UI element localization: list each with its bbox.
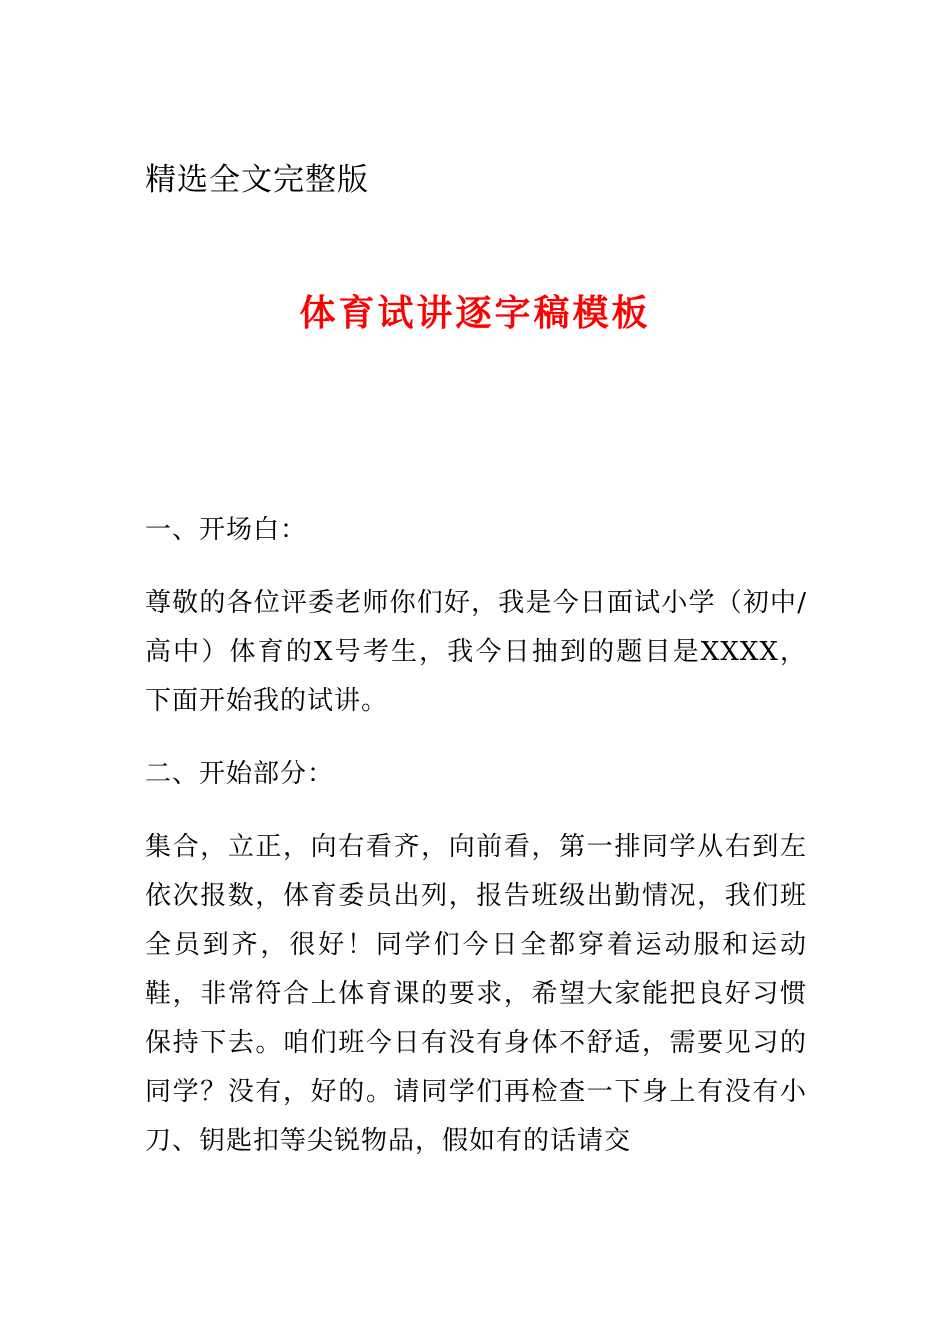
section-heading-beginning: 二、开始部分：: [145, 759, 335, 789]
spacer: [145, 555, 807, 579]
document-title: 体育试讲逐字稿模板: [299, 292, 651, 334]
spacer: [145, 799, 807, 823]
document-body: [145, 506, 807, 1166]
paragraph-opening: 尊敬的各位评委老师你们好，我是今日面试小学（初中/高中）体育的X号考生，我今日抽到的题目是XXXX，下面开始我的试讲。: [145, 588, 807, 716]
header-label: 精选全文完整版: [145, 162, 369, 198]
paragraph-beginning: 集合，立正，向右看齐，向前看，第一排同学从右到左依次报数，体育委员出列，报告班级出勤情况，我们班全员到齐，很好！同学们今日全都穿着运动服和运动鞋，非常符合上体育课的要求，希望大家能把良好习惯保持下去。咱们班今日有没有身体不舒适，需要见习的同学？没有，好的。请同学们再检查一下身上有没有小刀、钥匙扣等尖锐物品，假如有的话请交: [145, 832, 807, 1156]
spacer: [145, 726, 807, 750]
section-heading-opening: 一、开场白：: [145, 515, 308, 545]
